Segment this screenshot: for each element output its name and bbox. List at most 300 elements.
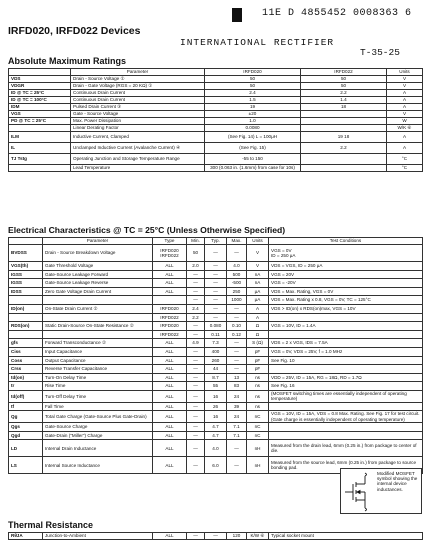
table-cell: IRFD020 [153, 304, 187, 313]
table-cell [301, 111, 387, 118]
table-cell: Input Capacitance [43, 347, 153, 356]
table-cell: A [387, 97, 423, 104]
mosfet-symbol-note: Modified MOSFET symbol showing the internal device inductances. [377, 471, 418, 492]
table-cell: Ω [247, 322, 269, 331]
table-cell: 0.0080 [205, 125, 301, 132]
table-cell: S (Ω) [247, 339, 269, 348]
table-cell: IRFD022 [153, 330, 187, 339]
symbol-cell: PD @ TC = 25°C [9, 118, 71, 125]
symbol-cell: ID @ TC = 25°C [9, 90, 71, 97]
table-cell: See Fig. 16 [269, 382, 423, 391]
table-cell: 4.0 [227, 262, 247, 271]
table-cell: — [227, 304, 247, 313]
table-cell: See Fig. 10 [269, 356, 423, 365]
table-cell: ALL [153, 431, 187, 440]
symbol-cell: Qg [9, 411, 43, 423]
table-cell: VDS = Max. Rating, VGS = 0V [269, 287, 423, 296]
table-row [9, 304, 423, 313]
amr-heading: Absolute Maximum Ratings [8, 56, 127, 66]
table-cell: — [187, 390, 205, 402]
table-cell: Gate-Drain ("Miller") Charge [43, 431, 153, 440]
table-row [9, 313, 423, 322]
table-cell: A [387, 104, 423, 111]
table-cell: — [187, 287, 205, 296]
table-cell: nC [247, 411, 269, 423]
table-row [9, 339, 423, 348]
symbol-cell: Coss [9, 356, 43, 365]
table-cell: On-State Drain Current ② [43, 304, 153, 313]
table-row [9, 111, 423, 118]
table-cell [269, 313, 423, 322]
symbol-cell [9, 125, 71, 132]
table-cell: — [205, 304, 227, 313]
symbol-cell: RθJA [9, 533, 43, 540]
table-cell: Gate-Source Charge [43, 423, 153, 432]
table-row [9, 365, 423, 374]
symbol-cell: VGS [9, 111, 71, 118]
table-cell: — [227, 245, 247, 262]
symbol-cell: tr [9, 382, 43, 391]
column-header: Parameter [71, 69, 205, 76]
table-cell: 50 [205, 76, 301, 83]
table-cell: Output Capacitance [43, 356, 153, 365]
table-cell: Drain - Source Voltage ① [71, 76, 205, 83]
table-cell: Continuous Drain Current [71, 90, 205, 97]
table-cell: 2.2 [187, 313, 205, 322]
table-cell: ALL [153, 373, 187, 382]
column-header: Min. [187, 238, 205, 245]
table-row [9, 347, 423, 356]
symbol-cell: td(on) [9, 373, 43, 382]
table-row [9, 104, 423, 111]
table-cell: VDS = VGS, ID = 250 μA [269, 262, 423, 271]
table-row [9, 76, 423, 83]
table-row [9, 143, 423, 154]
table-cell: nC [247, 423, 269, 432]
table-cell: ALL [153, 533, 187, 540]
table-cell: 16 [205, 390, 227, 402]
table-cell: nH [247, 440, 269, 457]
table-row [9, 402, 423, 411]
table-cell: — [227, 347, 247, 356]
table-cell: — [187, 365, 205, 374]
table-cell: V [247, 262, 269, 271]
symbol-cell: VGS(th) [9, 262, 43, 271]
table-cell: Measured from the drain lead, 6mm (0.25 in.) from package to center of die. [269, 440, 423, 457]
table-cell: ALL [153, 382, 187, 391]
table-cell [153, 296, 187, 305]
table-cell: 300 (0.063 in. (1.6mm) from case for 10s) [205, 165, 301, 172]
table-cell: 44 [205, 365, 227, 374]
table-row [9, 322, 423, 331]
table-cell: nA [247, 279, 269, 288]
table-row [9, 245, 423, 262]
table-cell [269, 402, 423, 411]
table-cell: — [187, 533, 205, 540]
symbol-cell: RDS(on) [9, 322, 43, 331]
table-cell: VGS = 0V ID = 250 μA [269, 245, 423, 262]
table-cell: (MOSFET switching times are essentially independent of operating temperature) [269, 390, 423, 402]
table-cell: Ω [247, 330, 269, 339]
table-cell: — [187, 440, 205, 457]
table-row [9, 132, 423, 143]
table-row [9, 279, 423, 288]
column-header: Units [247, 238, 269, 245]
column-header: Parameter [43, 238, 153, 245]
table-cell: — [187, 322, 205, 331]
table-cell: Measured from the source lead, 6mm (0.25 in.) from package to source bonding pad. [269, 457, 423, 474]
table-cell: — [187, 347, 205, 356]
table-cell: Drain - Gate Voltage (RGS = 20 KΩ) ① [71, 83, 205, 90]
table-cell: 50 [301, 76, 387, 83]
table-cell: 1.5 [205, 97, 301, 104]
table-cell [301, 165, 387, 172]
symbol-cell: Qgs [9, 423, 43, 432]
table-cell: 4.7 [205, 423, 227, 432]
table-cell: 2.2 [301, 90, 387, 97]
table-cell: 400 [205, 347, 227, 356]
table-row [9, 440, 423, 457]
table-cell: 4.9 [187, 339, 205, 348]
table-cell: VGS = 0V, VDS = 25V, f = 1.0 MHz [269, 347, 423, 356]
table-cell [43, 330, 153, 339]
table-cell: IRFD022 [153, 313, 187, 322]
table-cell [301, 125, 387, 132]
table-cell: VDS > ID(on) x RDS(on)max, VGS = 10V [269, 304, 423, 313]
table-cell: VGS = 10V, ID = 1.4A [269, 322, 423, 331]
table-cell: A [387, 132, 423, 143]
table-cell: pF [247, 365, 269, 374]
symbol-cell: ID @ TC = 100°C [9, 97, 71, 104]
table-cell: 7.1 [227, 423, 247, 432]
table-cell: V [247, 245, 269, 262]
table-cell: — [205, 287, 227, 296]
table-cell: ±20 [205, 111, 301, 118]
table-cell: — [187, 431, 205, 440]
symbol-cell: Crss [9, 365, 43, 374]
table-row [9, 296, 423, 305]
table-cell: 4.7 [205, 431, 227, 440]
table-cell: 50 [301, 83, 387, 90]
table-cell: 13 [227, 373, 247, 382]
column-header: Type [153, 238, 187, 245]
table-cell: Junction-to-Ambient [43, 533, 153, 540]
table-cell: 1.0 [205, 118, 301, 125]
table-cell: — [227, 365, 247, 374]
header-code: 11E D 4855452 0008363 6 [262, 8, 412, 19]
symbol-cell: BVDSS [9, 245, 43, 262]
table-cell: 0.10 [227, 322, 247, 331]
table-cell: — [205, 245, 227, 262]
table-row [9, 382, 423, 391]
table-cell: ALL [153, 440, 187, 457]
table-row [9, 287, 423, 296]
barcode-mark [232, 8, 242, 22]
table-cell [269, 330, 423, 339]
table-cell: — [205, 296, 227, 305]
table-cell: — [227, 356, 247, 365]
table-row [9, 423, 423, 432]
table-cell: A [387, 90, 423, 97]
table-cell: — [205, 262, 227, 271]
table-row [9, 431, 423, 440]
table-cell [269, 431, 423, 440]
table-row [9, 83, 423, 90]
table-cell: — [205, 533, 227, 540]
table-cell: -500 [227, 279, 247, 288]
table-row [9, 390, 423, 402]
table-cell: VDD = 25V, ID = 15A, RG = 18Ω, RD = 1.7Ω [269, 373, 423, 382]
table-cell: A [247, 313, 269, 322]
table-cell: 1.4 [301, 97, 387, 104]
table-cell: 7.3 [205, 339, 227, 348]
table-cell: Pulsed Drain Current ③ [71, 104, 205, 111]
symbol-cell: LD [9, 440, 43, 457]
table-cell: — [227, 313, 247, 322]
symbol-cell [9, 165, 71, 172]
table-cell: — [187, 411, 205, 423]
symbol-cell [9, 330, 43, 339]
table-cell: 250 [227, 287, 247, 296]
table-cell: VDS = 2 x VGS, IDS = 7.5A [269, 339, 423, 348]
table-cell: — [205, 270, 227, 279]
table-row [9, 90, 423, 97]
table-cell: ns [247, 382, 269, 391]
mosfet-symbol-icon [343, 472, 375, 512]
table-cell: Turn-On Delay Time [43, 373, 153, 382]
symbol-cell: td(off) [9, 390, 43, 402]
table-cell: 0.12 [227, 330, 247, 339]
table-cell: ns [247, 402, 269, 411]
table-cell: Total Gate Charge (Gate-Source Plus Gate-Drain) [43, 411, 153, 423]
column-header: IRFD020 [205, 69, 301, 76]
thermal-resistance-table [8, 532, 423, 540]
table-cell: Rise Time [43, 382, 153, 391]
table-row [9, 154, 423, 165]
page-title: IRFD020, IRFD022 Devices [8, 25, 141, 37]
table-cell: — [187, 279, 205, 288]
table-cell: W/K ⑥ [387, 125, 423, 132]
table-cell: 4.0 [205, 440, 227, 457]
table-row [9, 533, 423, 540]
table-row [9, 97, 423, 104]
table-cell: A [247, 304, 269, 313]
column-header [9, 238, 43, 245]
table-cell: ALL [153, 411, 187, 423]
table-cell: — [187, 330, 205, 339]
absolute-max-ratings-table [8, 68, 423, 172]
table-cell: μA [247, 296, 269, 305]
table-cell: ALL [153, 339, 187, 348]
table-cell: ALL [153, 270, 187, 279]
table-cell: — [187, 423, 205, 432]
mosfet-symbol-box [340, 468, 422, 514]
table-cell [43, 313, 153, 322]
table-cell: W [387, 118, 423, 125]
table-cell: nC [247, 431, 269, 440]
table-cell: — [187, 296, 205, 305]
table-cell: 24 [227, 390, 247, 402]
table-cell: Unclamped Inductive Current (Avalanche Current) ④ [71, 143, 205, 154]
table-cell: Drain - Source Breakdown Voltage [43, 245, 153, 262]
column-header [9, 69, 71, 76]
table-cell: Continuous Drain Current [71, 97, 205, 104]
table-row [9, 330, 423, 339]
table-cell: 7.1 [227, 431, 247, 440]
table-cell: nA [247, 270, 269, 279]
table-cell: (See Fig. 15) [205, 143, 301, 154]
table-cell: 18 [301, 104, 387, 111]
column-header: Units [387, 69, 423, 76]
column-header: Max. [227, 238, 247, 245]
table-row [9, 125, 423, 132]
table-cell: — [227, 440, 247, 457]
table-cell: 50 [187, 245, 205, 262]
symbol-cell: Ciss [9, 347, 43, 356]
table-cell: VGS = -20V [269, 279, 423, 288]
table-row [9, 118, 423, 125]
symbol-cell: LS [9, 457, 43, 474]
table-cell: Inductive Current, Clamped [71, 132, 205, 143]
table-cell: 24 [227, 411, 247, 423]
table-cell: 2.2 [301, 143, 387, 154]
elec-heading: Electrical Characteristics @ TC = 25°C (Unless Otherwise Specified) [8, 225, 286, 235]
table-cell: — [187, 382, 205, 391]
thermal-heading: Thermal Resistance [8, 520, 94, 530]
table-row [9, 262, 423, 271]
table-cell: Typical socket mount [269, 533, 423, 540]
table-cell: pF [247, 347, 269, 356]
table-cell: ALL [153, 262, 187, 271]
symbol-cell: Qgd [9, 431, 43, 440]
table-cell: VGS = 10V, ID = 15A, VDS = 0.8 Max. Rating. See Fig. 17 for test circuit. (Gate charge is essentially independent of operating temperature) [269, 411, 423, 423]
table-cell: 50 [205, 83, 301, 90]
table-cell: Internal Drain Inductance [43, 440, 153, 457]
table-cell: 55 [205, 382, 227, 391]
table-cell: Static Drain-Source On-State Resistance ② [43, 322, 153, 331]
symbol-cell: IDM [9, 104, 71, 111]
table-cell: Turn-Off Delay Time [43, 390, 153, 402]
symbol-cell: VDS [9, 76, 71, 83]
table-cell: Gate - Source Voltage [71, 111, 205, 118]
table-cell: IRFD020 IRFD022 [153, 245, 187, 262]
table-cell: 1000 [227, 296, 247, 305]
table-cell: — [187, 373, 205, 382]
table-cell: A [387, 143, 423, 154]
table-cell: — [187, 270, 205, 279]
table-row [9, 411, 423, 423]
table-cell: Forward Transconductance ② [43, 339, 153, 348]
table-cell: V [387, 83, 423, 90]
table-cell: ALL [153, 365, 187, 374]
company-name: INTERNATIONAL RECTIFIER [180, 37, 335, 48]
table-cell: — [187, 457, 205, 474]
document-code: T-35-25 [360, 47, 400, 58]
table-cell: — [187, 402, 205, 411]
table-cell: 8.7 [205, 373, 227, 382]
symbol-cell: gfs [9, 339, 43, 348]
table-cell: Gate-Source Leakage Forward [43, 270, 153, 279]
table-row [9, 356, 423, 365]
table-cell: Gate-Source Leakage Reverse [43, 279, 153, 288]
table-cell: 6.0 [205, 457, 227, 474]
table-cell: Linear Derating Factor [71, 125, 205, 132]
table-cell: 2.4 [205, 90, 301, 97]
table-cell: 26 [205, 402, 227, 411]
table-cell: ALL [153, 356, 187, 365]
table-cell: 0.11 [205, 330, 227, 339]
table-cell: — [227, 339, 247, 348]
column-header: Test Conditions [269, 238, 423, 245]
table-cell: ALL [153, 287, 187, 296]
table-cell: 19 18 [301, 132, 387, 143]
table-cell: K/W ⑥ [247, 533, 269, 540]
table-cell: 16 [205, 411, 227, 423]
column-header: Typ. [205, 238, 227, 245]
electrical-characteristics-table [8, 237, 423, 474]
table-cell: ALL [153, 402, 187, 411]
symbol-cell: IGSS [9, 279, 43, 288]
table-cell: -55 to 150 [205, 154, 301, 165]
table-cell [269, 423, 423, 432]
table-cell: — [205, 313, 227, 322]
table-cell [43, 296, 153, 305]
symbol-cell [9, 313, 43, 322]
symbol-cell: TJ Tstg [9, 154, 71, 165]
table-cell: ALL [153, 457, 187, 474]
table-cell: Zero Gate Voltage Drain Current [43, 287, 153, 296]
table-cell: 120 [227, 533, 247, 540]
table-cell: Lead Temperature [71, 165, 205, 172]
table-cell: V [387, 76, 423, 83]
table-cell: VGS = 20V [269, 270, 423, 279]
table-cell: Internal Source Inductance [43, 457, 153, 474]
table-cell: ALL [153, 423, 187, 432]
symbol-cell: IL [9, 143, 71, 154]
table-cell: Max. Power Dissipation [71, 118, 205, 125]
table-cell: °C [387, 154, 423, 165]
table-cell: 2.0 [187, 262, 205, 271]
table-cell: VDS = Max. Rating x 0.8, VGS = 0V, TC = 125°C [269, 296, 423, 305]
symbol-cell: tf [9, 402, 43, 411]
table-cell: 83 [227, 382, 247, 391]
symbol-cell: IDSS [9, 287, 43, 296]
table-cell: ALL [153, 279, 187, 288]
table-cell: 2.4 [187, 304, 205, 313]
table-row [9, 270, 423, 279]
table-cell: Gate Threshold Voltage [43, 262, 153, 271]
table-cell: Reverse Transfer Capacitance [43, 365, 153, 374]
table-cell: nH [247, 457, 269, 474]
column-header: IRFD022 [301, 69, 387, 76]
symbol-cell: ID(on) [9, 304, 43, 313]
symbol-cell: VDGR [9, 83, 71, 90]
table-cell: Operating Junction and Storage Temperature Range [71, 154, 205, 165]
table-cell [269, 365, 423, 374]
table-cell: ns [247, 390, 269, 402]
table-cell: ns [247, 373, 269, 382]
table-cell: — [187, 356, 205, 365]
table-cell: ALL [153, 390, 187, 402]
table-row [9, 165, 423, 172]
table-cell: 19 [205, 104, 301, 111]
table-cell: °C [387, 165, 423, 172]
table-cell: μA [247, 287, 269, 296]
table-cell: 260 [205, 356, 227, 365]
table-cell: — [205, 279, 227, 288]
symbol-cell: IGSS [9, 270, 43, 279]
table-cell: 500 [227, 270, 247, 279]
